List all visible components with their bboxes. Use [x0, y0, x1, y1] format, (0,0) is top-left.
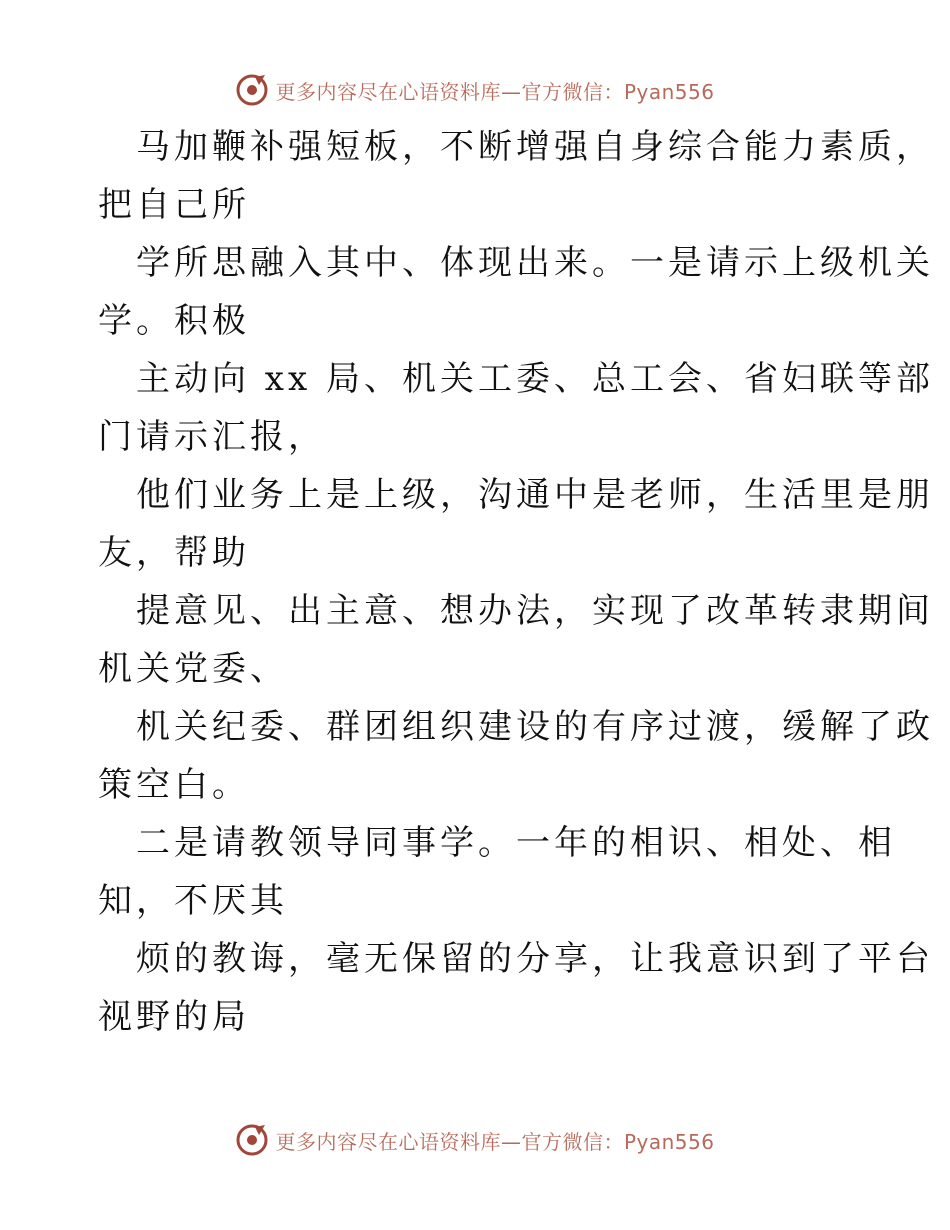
text-line: 机关党委、 — [98, 649, 288, 689]
text-line: 二是请教领导同事学。一年的相识、相处、相 — [136, 823, 896, 863]
quill-pen-logo-icon — [235, 1123, 269, 1157]
text-line: 主动向 xx 局、机关工委、总工会、省妇联等部 — [136, 359, 934, 399]
header-watermark-banner — [0, 70, 950, 110]
text-line: 门请示汇报， — [98, 417, 326, 457]
text-line: 友，帮助 — [98, 533, 250, 573]
text-line: 知，不厌其 — [98, 881, 288, 921]
footer-watermark-banner — [0, 1120, 950, 1160]
text-line: 马加鞭补强短板，不断增强自身综合能力素质， — [136, 127, 934, 167]
text-line: 他们业务上是上级，沟通中是老师，生活里是朋 — [136, 475, 934, 515]
text-line: 机关纪委、群团组织建设的有序过渡，缓解了政 — [136, 707, 934, 747]
text-line: 把自己所 — [98, 185, 250, 225]
text-line: 提意见、出主意、想办法，实现了改革转隶期间 — [136, 591, 934, 631]
watermark-text: 更多内容尽在心语资料库—官方微信：Pyan556 — [275, 1129, 715, 1154]
text-line: 学所思融入其中、体现出来。一是请示上级机关 — [136, 243, 934, 283]
text-line: 视野的局 — [98, 997, 250, 1037]
quill-pen-logo-icon — [235, 73, 269, 107]
text-line: 烦的教诲，毫无保留的分享，让我意识到了平台 — [136, 939, 934, 979]
document-body — [98, 118, 934, 1046]
text-line: 策空白。 — [98, 765, 250, 805]
text-line: 学。积极 — [98, 301, 250, 341]
watermark-text: 更多内容尽在心语资料库—官方微信：Pyan556 — [275, 79, 715, 104]
